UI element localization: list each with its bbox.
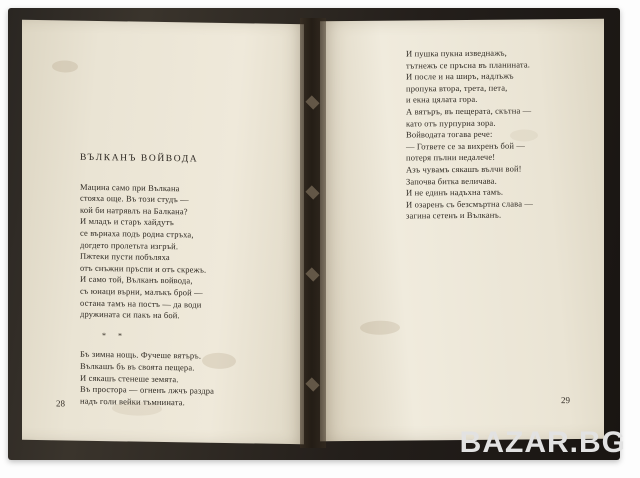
right-page-folio: 29 <box>561 395 570 406</box>
poem-line: И не единъ надъхна тамъ. <box>406 186 504 198</box>
poem-line: И пушка пукна изведнажъ, <box>406 47 507 59</box>
poem-line: Вълкашъ бъ въ своята пещера. <box>80 360 195 373</box>
poem-line: Мацина само при Вълкана <box>80 181 180 193</box>
poem-line: — Гответе се за вихренъ бой — <box>406 140 526 152</box>
poem-line: И озаренъ съ безсмъртна слава — <box>406 198 534 210</box>
poem-line: А вятъръ, въ пещерата, скътна — <box>406 105 532 117</box>
left-stanza-1 <box>80 181 290 323</box>
poem-line: се върнаха подъ родна стръха, <box>80 227 194 240</box>
watermark-bottom-right: BAZAR.BG <box>459 426 626 459</box>
poem-line: Въ простора — огненъ лжчъ раздра <box>80 383 215 396</box>
left-stanza-2 <box>80 349 290 410</box>
poem-line: Започва битка величава. <box>406 175 497 187</box>
poem-line: догдето пролетьта изгръй. <box>80 239 179 251</box>
left-page-folio: 28 <box>56 398 65 409</box>
poem-line: надъ голи вейки тъмнината. <box>80 395 185 408</box>
stanza-separator: * * <box>102 330 127 341</box>
poem-line: И само той, Вълканъ войвода, <box>80 274 193 286</box>
poem-line: Бъ зимна нощь. Фучеше вятъръ. <box>80 349 202 361</box>
poem-line: Войводата тогава рече: <box>406 128 493 140</box>
poem-line: И после и на ширъ, надлъжъ <box>406 70 514 82</box>
right-page <box>320 19 604 441</box>
poem-line: кой би натрявлъ на Балкана? <box>80 204 188 217</box>
poem-line: И сякашъ стенеше земята. <box>80 372 179 384</box>
right-stanza-1 <box>406 47 604 223</box>
poem-line: Азъ чувамъ сякашъ вълчи вой! <box>406 163 522 175</box>
poem-line: дружината си пакъ на бой. <box>80 308 180 321</box>
left-page-text <box>80 153 290 411</box>
poem-line: отъ снъжни пръспи и отъ скрежъ. <box>80 262 207 275</box>
poem-line: И младъ и старъ хайдутъ <box>80 216 174 228</box>
poem-line: загина сетенъ и Вълканъ. <box>406 209 502 221</box>
poem-title: ВЪЛКАНЪ ВОЙВОДА <box>80 152 199 165</box>
poem-line: като отъ пурпурна зора. <box>406 117 496 129</box>
poem-line: пропука втора, трета, пета, <box>406 82 508 94</box>
left-page <box>22 20 304 444</box>
poem-line: съ юнаци върни, малъкъ брой — <box>80 285 203 298</box>
book-photo <box>8 8 620 460</box>
right-page-text <box>406 47 604 223</box>
poem-line: стояха още. Въ този студъ — <box>80 192 189 205</box>
poem-line: и екна цялата гора. <box>406 94 478 105</box>
poem-line: тътнежъ се пръсна въ планината. <box>406 58 531 71</box>
poem-line: Пжтеки пусти побъляха <box>80 250 170 263</box>
poem-line: потеря пълни недалече! <box>406 152 496 163</box>
poem-line: остана тамъ на постъ — да води <box>80 297 202 310</box>
